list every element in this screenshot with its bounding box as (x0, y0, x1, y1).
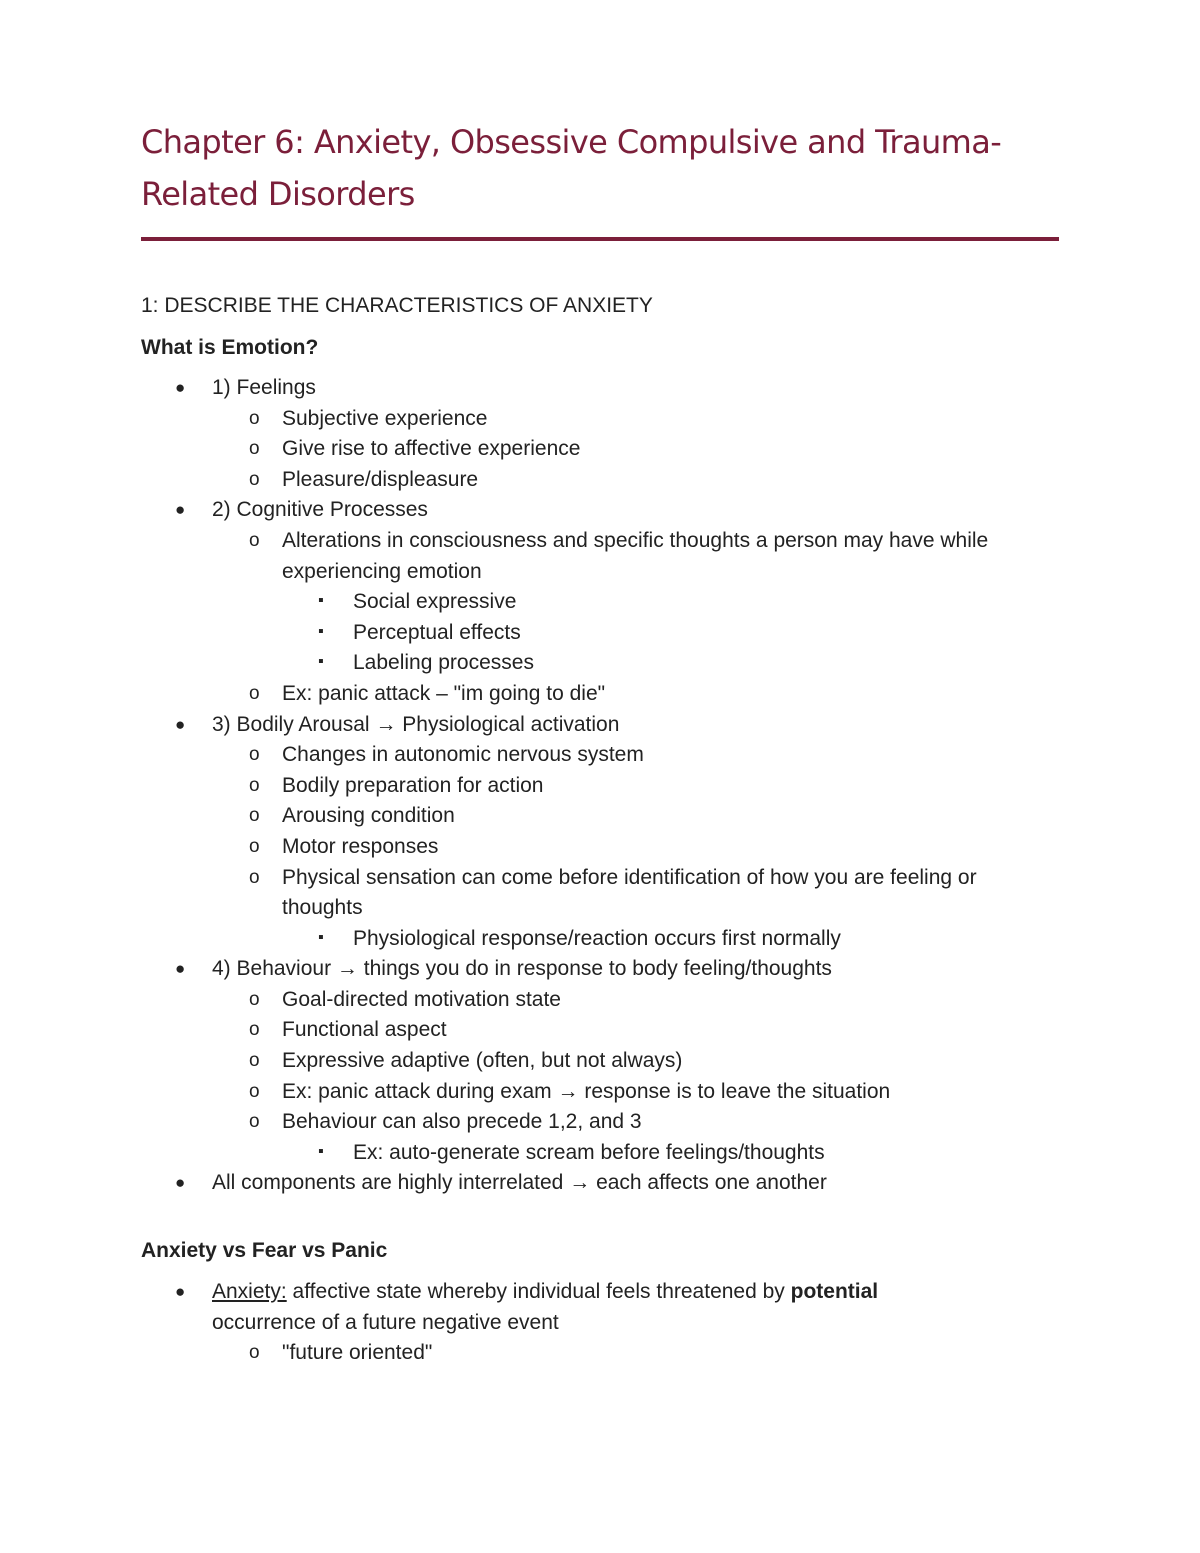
list-item: o Ex: panic attack during exam → response is to leave the situation (0, 1077, 1042, 1108)
anxiety-term: Anxiety: (212, 1280, 287, 1303)
list-item: o Ex: panic attack – "im going to die" (0, 679, 1042, 710)
square-bullet-icon: ▪ (318, 653, 324, 671)
arrow-right-icon: → (557, 1079, 579, 1103)
anxiety-definitions-list (0, 1277, 972, 1369)
circle-bullet-icon: o (249, 1080, 260, 1102)
circle-bullet-icon: o (249, 1019, 260, 1041)
circle-bullet-icon: o (249, 1342, 260, 1364)
document-title: Chapter 6: Anxiety, Obsessive Compulsive and Trauma-Related Disorders (141, 123, 1002, 213)
circle-bullet-icon: o (249, 1050, 260, 1072)
square-bullet-icon: ▪ (318, 592, 324, 610)
circle-bullet-icon: o (249, 866, 260, 888)
bullet-icon: ● (175, 378, 186, 397)
list-item: o Arousing condition (0, 801, 1042, 832)
section-heading: 1: DESCRIBE THE CHARACTERISTICS OF ANXIETY (141, 294, 653, 317)
arrow-right-icon: → (375, 712, 397, 736)
circle-bullet-icon: o (249, 835, 260, 857)
list-item: o Changes in autonomic nervous system (0, 740, 1042, 771)
list-item: ● 1) Feelings (0, 373, 1042, 404)
circle-bullet-icon: o (249, 774, 260, 796)
bullet-icon: ● (175, 500, 186, 520)
square-bullet-icon: ▪ (318, 622, 324, 640)
list-item: o Alterations in consciousness and specific thoughts a person may have while experiencing emotion (0, 526, 1042, 587)
list-item: o Subjective experience (0, 404, 1042, 435)
list-item: ▪ Physiological response/reaction occurs first normally (0, 924, 1042, 955)
arrow-right-icon: → (336, 957, 358, 981)
list-item: o Goal-directed motivation state (0, 985, 1042, 1016)
list-item: ▪ Social expressive (0, 587, 1042, 618)
anxiety-fear-panic-heading: Anxiety vs Fear vs Panic (141, 1239, 388, 1262)
list-item: o Behaviour can also precede 1,2, and 3 (0, 1107, 1042, 1138)
list-item: o Give rise to affective experience (0, 434, 1042, 465)
square-bullet-icon: ▪ (318, 1142, 324, 1160)
list-item: ● 3) Bodily Arousal → Physiological activation (0, 710, 1042, 741)
list-item: ● Anxiety: affective state whereby individual feels threatened by potential occurrence of a future negative event (0, 1277, 972, 1338)
circle-bullet-icon: o (249, 744, 260, 766)
list-item: ● All components are highly interrelated → each affects one another (0, 1168, 1042, 1199)
bullet-icon: ● (175, 959, 186, 979)
circle-bullet-icon: o (249, 468, 260, 490)
circle-bullet-icon: o (249, 407, 260, 429)
circle-bullet-icon: o (249, 438, 260, 460)
bullet-icon: ● (175, 714, 186, 734)
square-bullet-icon: ▪ (318, 928, 324, 946)
emotion-components-list (0, 373, 1042, 1199)
list-item: ▪ Ex: auto-generate scream before feelings/thoughts (0, 1138, 1042, 1169)
list-item: o Expressive adaptive (often, but not always) (0, 1046, 1042, 1077)
list-item: o Motor responses (0, 832, 1042, 863)
list-item: o Physical sensation can come before identification of how you are feeling or thoughts (0, 863, 1042, 924)
list-item: o Pleasure/displeasure (0, 465, 1042, 496)
circle-bullet-icon: o (249, 988, 260, 1010)
circle-bullet-icon: o (249, 529, 260, 551)
title-divider (141, 237, 1059, 241)
arrow-right-icon: → (569, 1171, 591, 1195)
list-item: o Functional aspect (0, 1015, 1042, 1046)
list-item: ▪ Perceptual effects (0, 618, 1042, 649)
circle-bullet-icon: o (249, 682, 260, 704)
list-item: ● 4) Behaviour → things you do in response to body feeling/thoughts (0, 954, 1042, 985)
circle-bullet-icon: o (249, 1111, 260, 1133)
circle-bullet-icon: o (249, 805, 260, 827)
bullet-icon: ● (175, 1282, 186, 1301)
list-item: o "future oriented" (0, 1338, 972, 1369)
bullet-icon: ● (175, 1173, 186, 1193)
list-item: o Bodily preparation for action (0, 771, 1042, 802)
list-item: ● 2) Cognitive Processes (0, 495, 1042, 526)
emotion-heading: What is Emotion? (141, 336, 319, 359)
list-item: ▪ Labeling processes (0, 648, 1042, 679)
